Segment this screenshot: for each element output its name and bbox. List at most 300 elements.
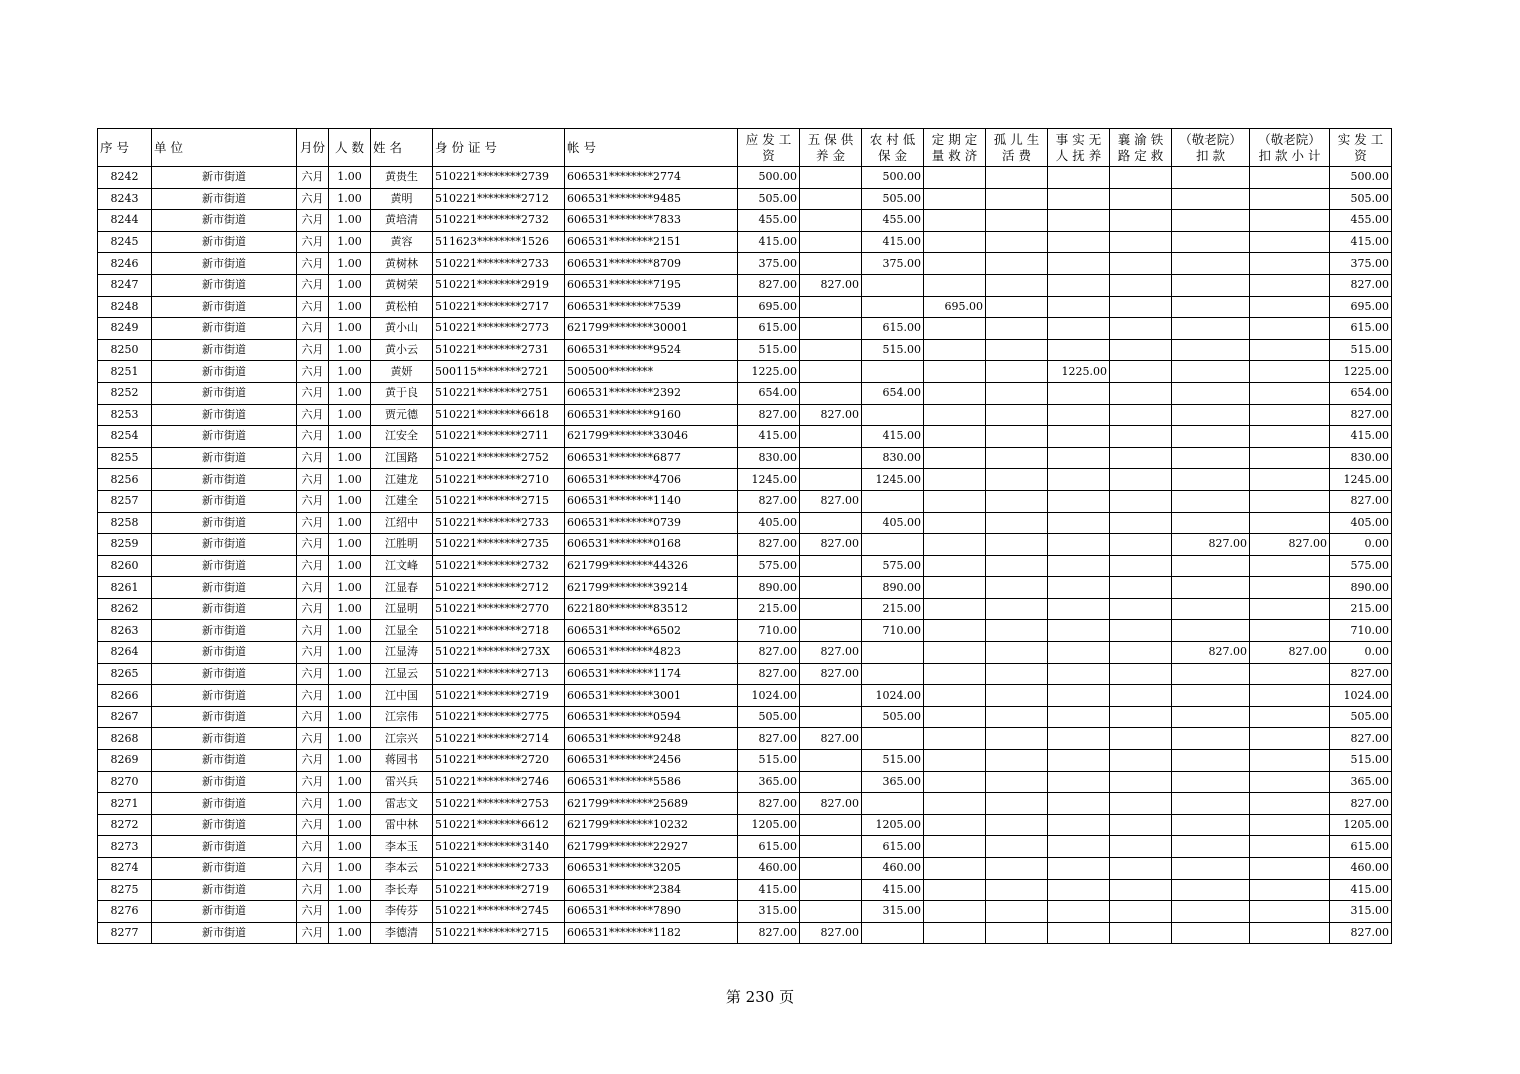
cell-unsupported (1048, 339, 1110, 361)
cell-account: 621799********10232 (565, 814, 738, 836)
cell-dibao (862, 663, 924, 685)
cell-deduction (1172, 296, 1250, 318)
cell-dibao: 500.00 (862, 167, 924, 189)
cell-wubao (800, 814, 862, 836)
cell-dibao (862, 490, 924, 512)
cell-wubao (800, 771, 862, 793)
cell-unit: 新市街道 (152, 814, 297, 836)
cell-gross-pay: 515.00 (738, 339, 800, 361)
cell-deduction-subtotal (1250, 879, 1330, 901)
table-row (98, 469, 1392, 491)
cell-gross-pay: 615.00 (738, 836, 800, 858)
cell-orphan (986, 685, 1048, 707)
cell-deduction-subtotal (1250, 814, 1330, 836)
cell-name: 李传芬 (371, 901, 433, 923)
cell-month: 六月 (297, 447, 329, 469)
cell-deduction (1172, 577, 1250, 599)
cell-id-number: 510221********2773 (433, 318, 565, 340)
col-header-regular-relief: 定 期 定 量 救 济 (924, 129, 986, 167)
cell-name: 江显云 (371, 663, 433, 685)
cell-net-pay: 827.00 (1330, 404, 1392, 426)
cell-net-pay: 827.00 (1330, 663, 1392, 685)
cell-net-pay: 1245.00 (1330, 469, 1392, 491)
cell-count: 1.00 (329, 555, 371, 577)
cell-orphan (986, 901, 1048, 923)
cell-railway (1110, 922, 1172, 944)
cell-deduction-subtotal (1250, 598, 1330, 620)
cell-wubao: 827.00 (800, 663, 862, 685)
table-row (98, 706, 1392, 728)
cell-wubao (800, 555, 862, 577)
col-header-count: 人 数 (329, 129, 371, 167)
cell-name: 黄妍 (371, 361, 433, 383)
cell-month: 六月 (297, 426, 329, 448)
cell-month: 六月 (297, 167, 329, 189)
cell-regular-relief (924, 879, 986, 901)
cell-unsupported (1048, 490, 1110, 512)
cell-railway (1110, 642, 1172, 664)
cell-id-number: 510221********2720 (433, 750, 565, 772)
cell-seq: 8260 (98, 555, 152, 577)
cell-gross-pay: 365.00 (738, 771, 800, 793)
cell-dibao: 1205.00 (862, 814, 924, 836)
cell-railway (1110, 404, 1172, 426)
cell-seq: 8263 (98, 620, 152, 642)
cell-id-number: 510221********273X (433, 642, 565, 664)
cell-net-pay: 654.00 (1330, 382, 1392, 404)
cell-count: 1.00 (329, 598, 371, 620)
cell-count: 1.00 (329, 188, 371, 210)
cell-count: 1.00 (329, 296, 371, 318)
cell-account: 606531********6502 (565, 620, 738, 642)
cell-month: 六月 (297, 922, 329, 944)
cell-net-pay: 455.00 (1330, 210, 1392, 232)
cell-deduction-subtotal (1250, 469, 1330, 491)
cell-dibao: 455.00 (862, 210, 924, 232)
cell-regular-relief (924, 231, 986, 253)
cell-account: 606531********0168 (565, 534, 738, 556)
cell-deduction-subtotal (1250, 490, 1330, 512)
cell-count: 1.00 (329, 620, 371, 642)
cell-name: 李长寿 (371, 879, 433, 901)
table-row (98, 167, 1392, 189)
cell-gross-pay: 890.00 (738, 577, 800, 599)
cell-id-number: 510221********2733 (433, 512, 565, 534)
cell-unsupported (1048, 512, 1110, 534)
cell-account: 606531********0739 (565, 512, 738, 534)
cell-account: 606531********0594 (565, 706, 738, 728)
cell-regular-relief (924, 469, 986, 491)
cell-id-number: 510221********2751 (433, 382, 565, 404)
cell-count: 1.00 (329, 663, 371, 685)
cell-seq: 8258 (98, 512, 152, 534)
cell-gross-pay: 460.00 (738, 858, 800, 880)
cell-name: 江建龙 (371, 469, 433, 491)
cell-seq: 8256 (98, 469, 152, 491)
cell-deduction (1172, 318, 1250, 340)
cell-name: 黄树林 (371, 253, 433, 275)
cell-dibao: 710.00 (862, 620, 924, 642)
cell-gross-pay: 1024.00 (738, 685, 800, 707)
cell-account: 606531********8709 (565, 253, 738, 275)
cell-seq: 8269 (98, 750, 152, 772)
cell-account: 606531********2384 (565, 879, 738, 901)
cell-dibao (862, 922, 924, 944)
cell-unsupported (1048, 210, 1110, 232)
cell-unsupported (1048, 750, 1110, 772)
cell-dibao (862, 296, 924, 318)
cell-gross-pay: 830.00 (738, 447, 800, 469)
cell-account: 621799********22927 (565, 836, 738, 858)
cell-net-pay: 215.00 (1330, 598, 1392, 620)
cell-account: 606531********1140 (565, 490, 738, 512)
cell-railway (1110, 534, 1172, 556)
cell-orphan (986, 339, 1048, 361)
cell-net-pay: 415.00 (1330, 231, 1392, 253)
cell-wubao (800, 858, 862, 880)
cell-railway (1110, 750, 1172, 772)
cell-id-number: 510221********2718 (433, 620, 565, 642)
cell-gross-pay: 695.00 (738, 296, 800, 318)
cell-account: 606531********7195 (565, 274, 738, 296)
cell-orphan (986, 728, 1048, 750)
col-header-orphan: 孤 儿 生 活 费 (986, 129, 1048, 167)
cell-deduction-subtotal (1250, 210, 1330, 232)
cell-deduction-subtotal (1250, 253, 1330, 275)
cell-unit: 新市街道 (152, 793, 297, 815)
cell-unsupported (1048, 663, 1110, 685)
cell-regular-relief (924, 382, 986, 404)
cell-month: 六月 (297, 879, 329, 901)
cell-net-pay: 695.00 (1330, 296, 1392, 318)
cell-gross-pay: 827.00 (738, 490, 800, 512)
cell-seq: 8264 (98, 642, 152, 664)
cell-dibao: 830.00 (862, 447, 924, 469)
cell-regular-relief (924, 339, 986, 361)
cell-deduction-subtotal (1250, 188, 1330, 210)
cell-name: 黄树荣 (371, 274, 433, 296)
cell-railway (1110, 426, 1172, 448)
cell-railway (1110, 879, 1172, 901)
table-row (98, 620, 1392, 642)
table-row (98, 879, 1392, 901)
cell-regular-relief (924, 253, 986, 275)
cell-deduction (1172, 663, 1250, 685)
cell-deduction (1172, 512, 1250, 534)
cell-unsupported: 1225.00 (1048, 361, 1110, 383)
cell-month: 六月 (297, 296, 329, 318)
cell-unsupported (1048, 642, 1110, 664)
cell-railway (1110, 771, 1172, 793)
cell-seq: 8250 (98, 339, 152, 361)
cell-unsupported (1048, 577, 1110, 599)
cell-deduction-subtotal (1250, 318, 1330, 340)
cell-seq: 8275 (98, 879, 152, 901)
cell-account: 606531********2456 (565, 750, 738, 772)
cell-regular-relief (924, 814, 986, 836)
table-row (98, 231, 1392, 253)
cell-unit: 新市街道 (152, 858, 297, 880)
cell-id-number: 510221********2733 (433, 253, 565, 275)
cell-gross-pay: 827.00 (738, 728, 800, 750)
cell-wubao: 827.00 (800, 490, 862, 512)
cell-unsupported (1048, 901, 1110, 923)
cell-regular-relief (924, 750, 986, 772)
cell-account: 606531********3205 (565, 858, 738, 880)
cell-month: 六月 (297, 490, 329, 512)
cell-count: 1.00 (329, 771, 371, 793)
cell-net-pay: 1205.00 (1330, 814, 1392, 836)
cell-unsupported (1048, 404, 1110, 426)
cell-account: 606531********2774 (565, 167, 738, 189)
cell-id-number: 510221********2711 (433, 426, 565, 448)
table-row (98, 253, 1392, 275)
cell-month: 六月 (297, 253, 329, 275)
cell-count: 1.00 (329, 922, 371, 944)
cell-month: 六月 (297, 750, 329, 772)
cell-gross-pay: 827.00 (738, 274, 800, 296)
cell-net-pay: 0.00 (1330, 642, 1392, 664)
cell-id-number: 510221********2713 (433, 663, 565, 685)
cell-seq: 8253 (98, 404, 152, 426)
cell-regular-relief (924, 598, 986, 620)
cell-deduction (1172, 210, 1250, 232)
cell-name: 雷兴兵 (371, 771, 433, 793)
cell-wubao (800, 426, 862, 448)
cell-deduction: 827.00 (1172, 534, 1250, 556)
cell-month: 六月 (297, 555, 329, 577)
cell-account: 606531********5586 (565, 771, 738, 793)
cell-count: 1.00 (329, 706, 371, 728)
cell-net-pay: 890.00 (1330, 577, 1392, 599)
cell-deduction-subtotal (1250, 296, 1330, 318)
cell-gross-pay: 375.00 (738, 253, 800, 275)
cell-orphan (986, 188, 1048, 210)
cell-account: 606531********7833 (565, 210, 738, 232)
cell-unit: 新市街道 (152, 663, 297, 685)
cell-account: 621799********33046 (565, 426, 738, 448)
cell-month: 六月 (297, 188, 329, 210)
cell-unit: 新市街道 (152, 382, 297, 404)
table-row (98, 361, 1392, 383)
cell-month: 六月 (297, 469, 329, 491)
cell-seq: 8266 (98, 685, 152, 707)
cell-wubao: 827.00 (800, 793, 862, 815)
cell-unit: 新市街道 (152, 771, 297, 793)
cell-unit: 新市街道 (152, 512, 297, 534)
cell-unit: 新市街道 (152, 210, 297, 232)
cell-deduction-subtotal (1250, 836, 1330, 858)
cell-unsupported (1048, 426, 1110, 448)
cell-name: 蒋园书 (371, 750, 433, 772)
cell-name: 江建全 (371, 490, 433, 512)
cell-deduction-subtotal (1250, 404, 1330, 426)
cell-unit: 新市街道 (152, 598, 297, 620)
cell-id-number: 510221********2752 (433, 447, 565, 469)
cell-railway (1110, 231, 1172, 253)
cell-gross-pay: 827.00 (738, 663, 800, 685)
cell-unit: 新市街道 (152, 426, 297, 448)
cell-account: 621799********25689 (565, 793, 738, 815)
cell-gross-pay: 827.00 (738, 404, 800, 426)
cell-orphan (986, 210, 1048, 232)
cell-gross-pay: 315.00 (738, 901, 800, 923)
col-header-railway: 襄 渝 铁 路 定 救 (1110, 129, 1172, 167)
cell-orphan (986, 922, 1048, 944)
cell-regular-relief: 695.00 (924, 296, 986, 318)
cell-regular-relief (924, 318, 986, 340)
header-row (98, 129, 1392, 167)
cell-net-pay: 460.00 (1330, 858, 1392, 880)
cell-count: 1.00 (329, 814, 371, 836)
cell-name: 江显全 (371, 620, 433, 642)
cell-net-pay: 375.00 (1330, 253, 1392, 275)
cell-account: 606531********2151 (565, 231, 738, 253)
cell-month: 六月 (297, 901, 329, 923)
cell-unit: 新市街道 (152, 685, 297, 707)
cell-net-pay: 415.00 (1330, 426, 1392, 448)
table-row (98, 598, 1392, 620)
cell-name: 江文峰 (371, 555, 433, 577)
cell-gross-pay: 455.00 (738, 210, 800, 232)
cell-dibao: 575.00 (862, 555, 924, 577)
cell-month: 六月 (297, 210, 329, 232)
cell-count: 1.00 (329, 253, 371, 275)
cell-month: 六月 (297, 404, 329, 426)
cell-deduction-subtotal: 827.00 (1250, 534, 1330, 556)
cell-month: 六月 (297, 836, 329, 858)
table-row (98, 426, 1392, 448)
cell-dibao: 890.00 (862, 577, 924, 599)
cell-orphan (986, 512, 1048, 534)
cell-count: 1.00 (329, 339, 371, 361)
cell-unit: 新市街道 (152, 836, 297, 858)
cell-name: 李本云 (371, 858, 433, 880)
cell-month: 六月 (297, 512, 329, 534)
cell-seq: 8261 (98, 577, 152, 599)
cell-seq: 8246 (98, 253, 152, 275)
cell-deduction (1172, 555, 1250, 577)
cell-gross-pay: 827.00 (738, 922, 800, 944)
cell-railway (1110, 274, 1172, 296)
cell-regular-relief (924, 793, 986, 815)
cell-deduction (1172, 167, 1250, 189)
cell-month: 六月 (297, 534, 329, 556)
cell-dibao: 515.00 (862, 750, 924, 772)
cell-name: 李本玉 (371, 836, 433, 858)
table-row (98, 382, 1392, 404)
cell-id-number: 510221********2753 (433, 793, 565, 815)
cell-dibao: 654.00 (862, 382, 924, 404)
cell-account: 606531********4706 (565, 469, 738, 491)
cell-orphan (986, 404, 1048, 426)
cell-count: 1.00 (329, 404, 371, 426)
table-row (98, 901, 1392, 923)
cell-month: 六月 (297, 814, 329, 836)
cell-deduction (1172, 382, 1250, 404)
cell-dibao (862, 361, 924, 383)
cell-deduction (1172, 814, 1250, 836)
cell-gross-pay: 415.00 (738, 426, 800, 448)
col-header-dibao: 农 村 低 保 金 (862, 129, 924, 167)
cell-wubao: 827.00 (800, 922, 862, 944)
cell-regular-relief (924, 836, 986, 858)
cell-unsupported (1048, 253, 1110, 275)
cell-month: 六月 (297, 663, 329, 685)
cell-regular-relief (924, 210, 986, 232)
cell-count: 1.00 (329, 858, 371, 880)
cell-wubao (800, 361, 862, 383)
cell-dibao: 315.00 (862, 901, 924, 923)
cell-count: 1.00 (329, 231, 371, 253)
cell-dibao: 615.00 (862, 836, 924, 858)
cell-id-number: 510221********2732 (433, 555, 565, 577)
table-body (98, 167, 1392, 944)
cell-unsupported (1048, 922, 1110, 944)
cell-orphan (986, 555, 1048, 577)
cell-dibao (862, 793, 924, 815)
cell-id-number: 510221********2775 (433, 706, 565, 728)
cell-name: 江胜明 (371, 534, 433, 556)
cell-regular-relief (924, 663, 986, 685)
cell-wubao (800, 339, 862, 361)
cell-wubao: 827.00 (800, 728, 862, 750)
col-header-id: 身 份 证 号 (433, 129, 565, 167)
cell-dibao: 615.00 (862, 318, 924, 340)
cell-seq: 8247 (98, 274, 152, 296)
cell-month: 六月 (297, 598, 329, 620)
cell-account: 606531********4823 (565, 642, 738, 664)
cell-deduction (1172, 620, 1250, 642)
cell-count: 1.00 (329, 490, 371, 512)
cell-seq: 8262 (98, 598, 152, 620)
cell-name: 江安全 (371, 426, 433, 448)
col-header-name: 姓 名 (371, 129, 433, 167)
cell-deduction-subtotal (1250, 512, 1330, 534)
cell-deduction-subtotal (1250, 663, 1330, 685)
col-header-deduction-subtotal: （敬老院） 扣 款 小 计 (1250, 129, 1330, 167)
cell-regular-relief (924, 534, 986, 556)
cell-dibao (862, 642, 924, 664)
cell-railway (1110, 447, 1172, 469)
table-row (98, 750, 1392, 772)
cell-id-number: 510221********2714 (433, 728, 565, 750)
cell-regular-relief (924, 490, 986, 512)
cell-regular-relief (924, 706, 986, 728)
cell-deduction (1172, 188, 1250, 210)
cell-orphan (986, 296, 1048, 318)
cell-wubao (800, 382, 862, 404)
cell-name: 雷志文 (371, 793, 433, 815)
cell-month: 六月 (297, 361, 329, 383)
cell-net-pay: 415.00 (1330, 879, 1392, 901)
col-header-month: 月份 (297, 129, 329, 167)
cell-orphan (986, 361, 1048, 383)
cell-unsupported (1048, 858, 1110, 880)
cell-unit: 新市街道 (152, 253, 297, 275)
cell-unit: 新市街道 (152, 274, 297, 296)
cell-wubao (800, 231, 862, 253)
cell-unit: 新市街道 (152, 188, 297, 210)
cell-month: 六月 (297, 793, 329, 815)
cell-month: 六月 (297, 382, 329, 404)
cell-orphan (986, 447, 1048, 469)
cell-regular-relief (924, 555, 986, 577)
cell-unit: 新市街道 (152, 296, 297, 318)
cell-railway (1110, 318, 1172, 340)
cell-regular-relief (924, 167, 986, 189)
cell-wubao (800, 167, 862, 189)
